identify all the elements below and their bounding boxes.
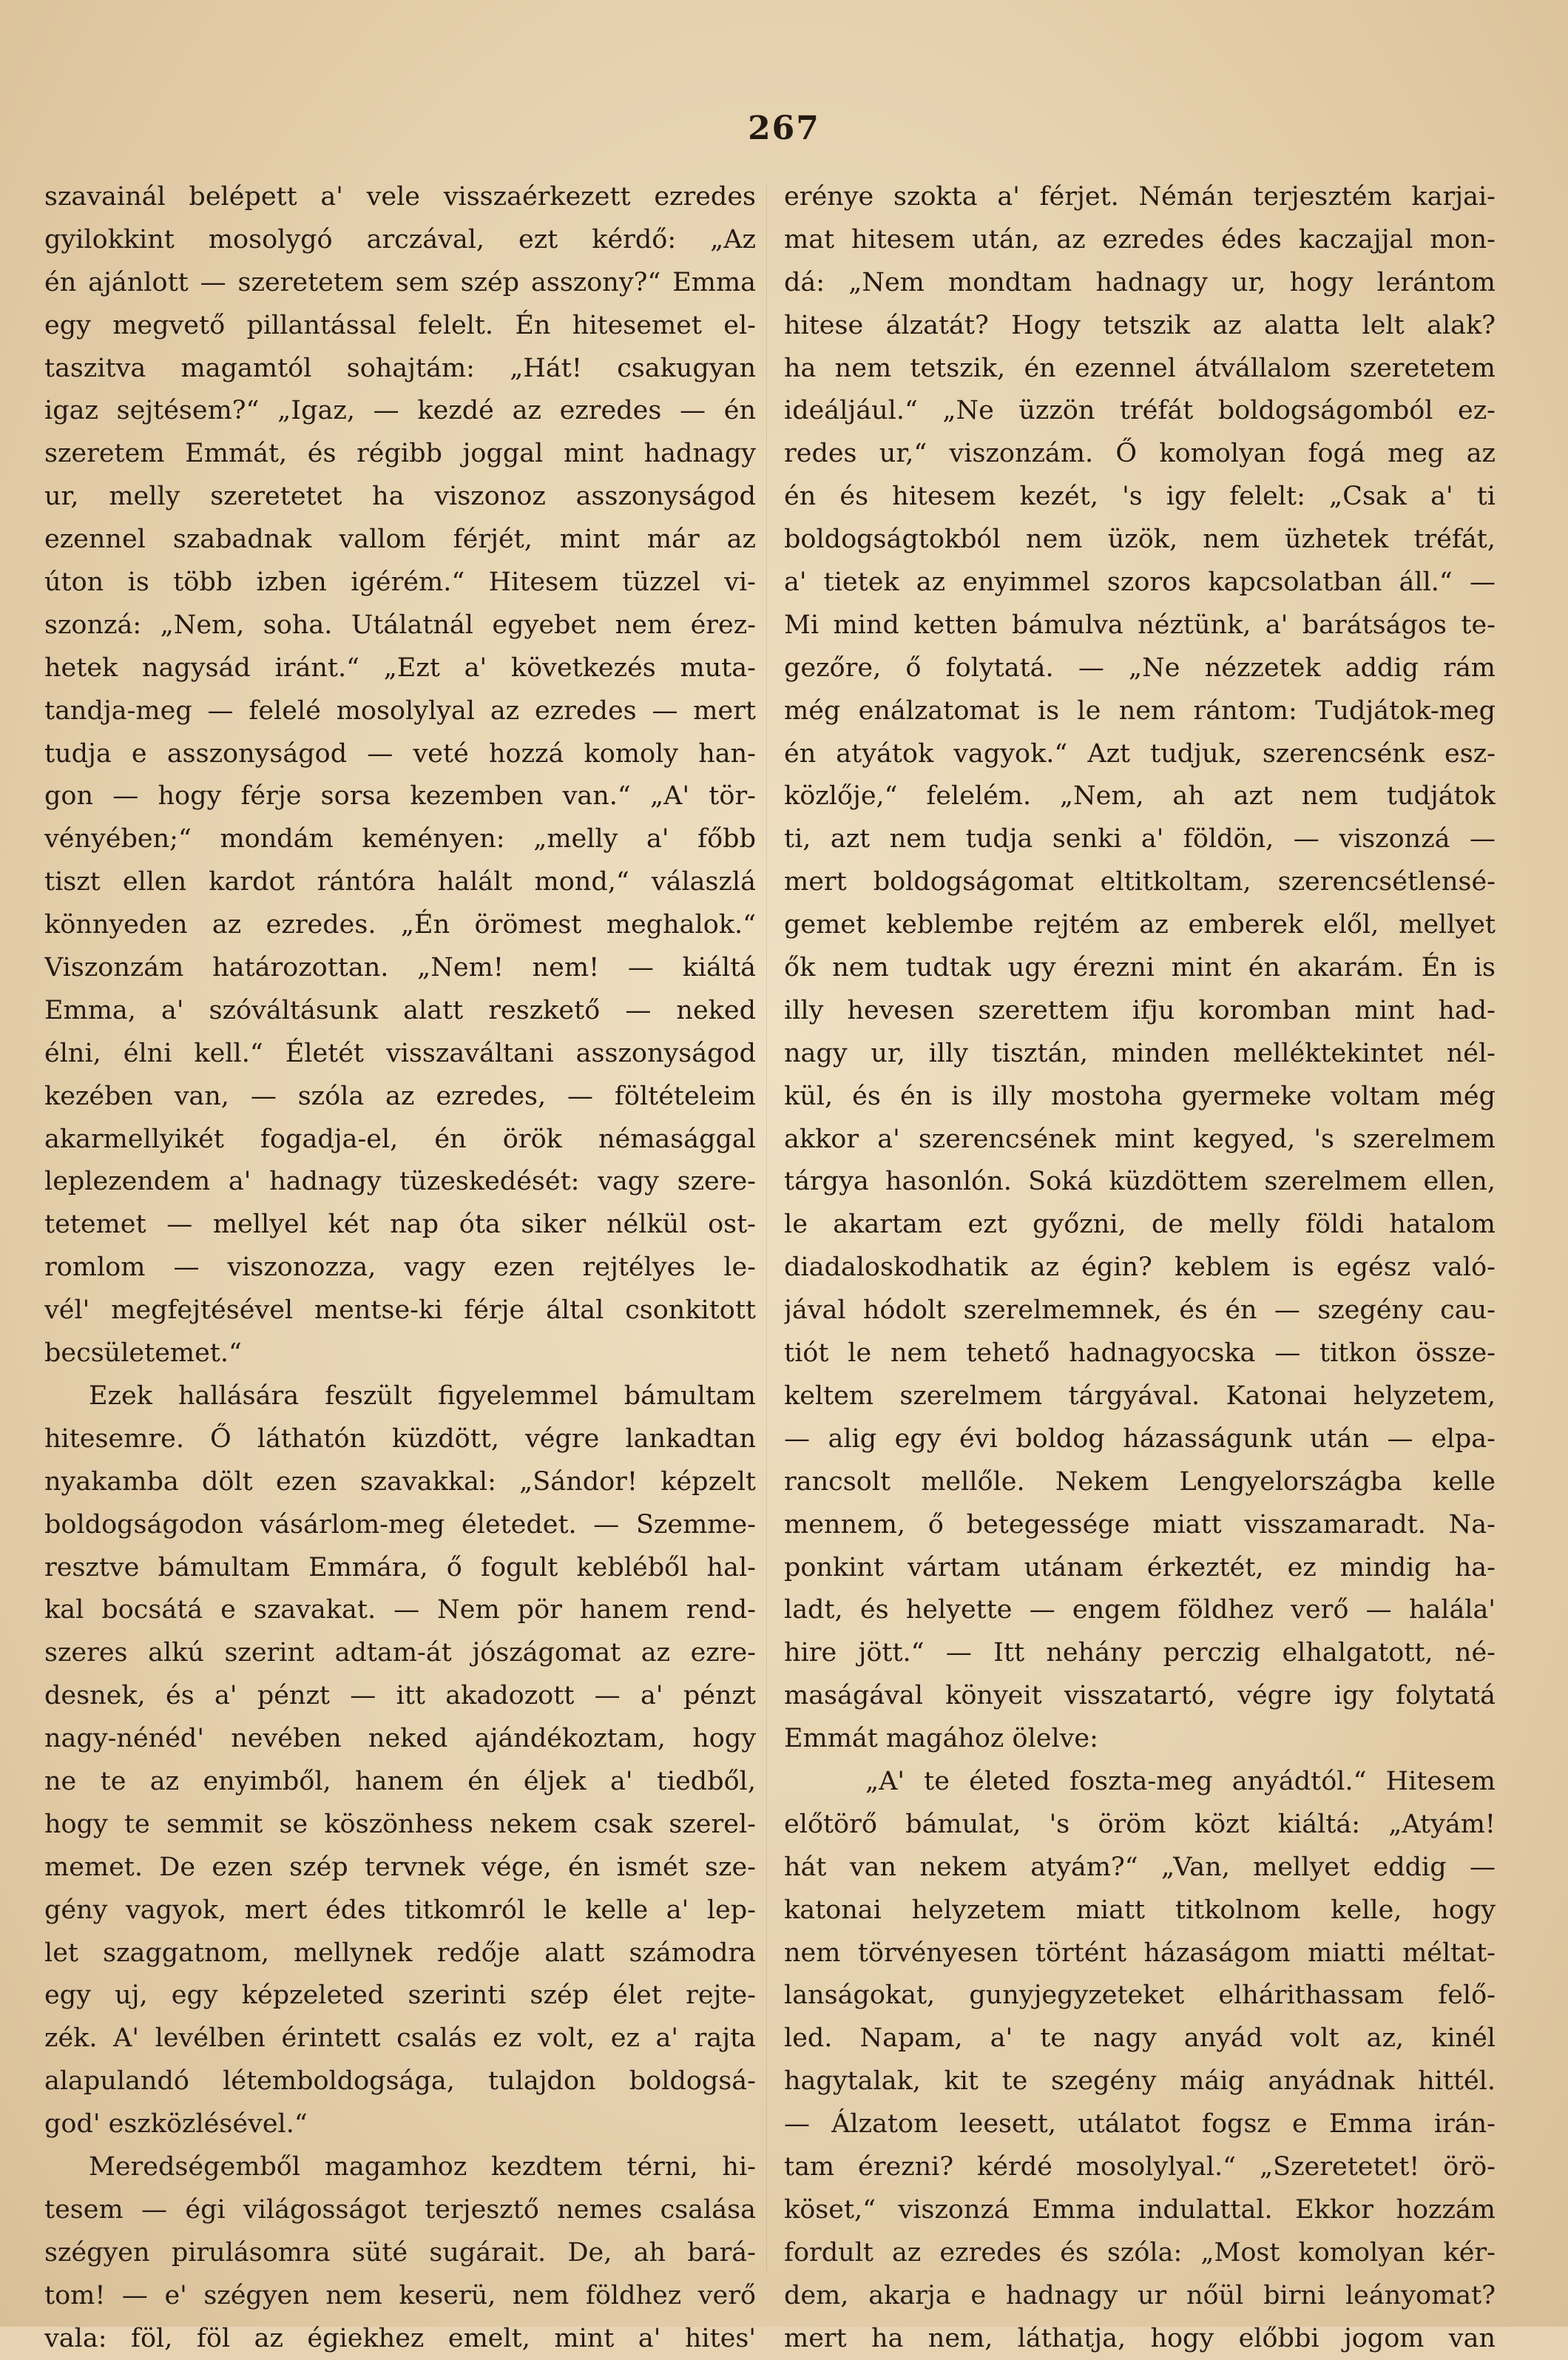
left-column-text-line: könnyeden az ezredes. „Én örömest meghalok.“ <box>44 910 756 940</box>
left-column-text-line: Viszonzám határozottan. „Nem! nem! — kiáltá <box>44 953 756 983</box>
left-column-text-line: tetemet — mellyel két nap óta siker nélkül ost- <box>44 1210 756 1240</box>
right-column-text-line: „A' te életed foszta-meg anyádtól.“ Hitesem <box>865 1766 1496 1796</box>
left-column-text-line: gény vagyok, mert édes titkomról le kelle a' lep- <box>44 1895 756 1925</box>
right-column-text-line: köset,“ viszonzá Emma indulattal. Ekkor hozzám <box>784 2194 1496 2225</box>
right-column-text-line: hagytalak, kit te szegény máig anyádnak hittél. <box>784 2066 1496 2097</box>
left-column-text-line: vél' megfejtésével mentse-ki férje által csonkitott <box>44 1295 756 1326</box>
left-column-text-line: alapulandó létemboldogsága, tulajdon boldogsá- <box>44 2066 756 2097</box>
right-column-text-line: gemet keblembe rejtém az emberek elől, mellyet <box>784 910 1496 940</box>
left-column-text-line: memet. De ezen szép tervnek vége, én ismét sze- <box>44 1852 756 1882</box>
left-column-text-line: resztve bámultam Emmára, ő fogult kebléből hal- <box>44 1552 756 1582</box>
right-column-text-line: én és hitesem kezét, 's igy felelt: „Csak a' ti <box>784 482 1496 512</box>
right-column-text-line: gezőre, ő folytatá. — „Ne nézzetek addig rám <box>784 653 1496 683</box>
left-column-text-line: úton is több izben igérém.“ Hitesem tüzzel vi- <box>44 567 756 598</box>
left-column-text-line: akarmellyikét fogadja-el, én örök némasággal <box>44 1124 756 1154</box>
right-column-text-line: tiót le nem tehető hadnagyocska — titkon össze- <box>784 1338 1496 1369</box>
right-column-text-line: nem törvényesen történt házaságom miatti méltat- <box>784 1938 1496 1968</box>
left-column-text-line: kezében van, — szóla az ezredes, — föltételeim <box>44 1081 756 1111</box>
left-column-text-line: becsületemet.“ <box>44 1338 242 1369</box>
left-column-text-line: tiszt ellen kardot rántóra halált mond,“ válaszlá <box>44 867 756 897</box>
left-column-text-line: ne te az enyimből, hanem én éljek a' tiedből, <box>44 1766 756 1796</box>
right-column-text-line: dá: „Nem mondtam hadnagy ur, hogy lerántom <box>784 267 1496 297</box>
right-column-text-line: hitese álzatát? Hogy tetszik az alatta lelt alak? <box>784 310 1496 340</box>
right-column-text-line: fordult az ezredes és szóla: „Most komolyan kér- <box>784 2237 1496 2268</box>
right-column-text-line: kül, és én is illy mostoha gyermeke voltam még <box>784 1081 1496 1111</box>
right-column-text-line: tárgya hasonlón. Soká küzdöttem szerelmem ellen, <box>784 1167 1496 1197</box>
right-column-text-line: katonai helyzetem miatt titkolnom kelle, hogy <box>784 1895 1496 1925</box>
right-column-text-line: boldogságtokból nem üzök, nem üzhetek tréfát, <box>784 525 1496 555</box>
left-column-text-line: ur, melly szeretetet ha viszonoz asszonyságod <box>44 482 756 512</box>
right-column-text-line: hire jött.“ — Itt nehány perczig elhalgatott, né- <box>784 1638 1496 1668</box>
left-column-text-line: Meredségemből magamhoz kezdtem térni, hi- <box>89 2151 756 2182</box>
left-column <box>44 176 756 2360</box>
left-column-text-line: nagy-nénéd' nevében neked ajándékoztam, hogy <box>44 1724 756 1754</box>
right-column-text-line: ők nem tudtak ugy érezni mint én akarám. Én is <box>784 953 1496 983</box>
right-column-text-line: — alig egy évi boldog házasságunk után — elpa- <box>784 1423 1496 1454</box>
right-column-text-line: ideáljául.“ „Ne üzzön tréfát boldogságomból ez- <box>784 396 1496 426</box>
right-column-text-line: ponkint vártam utánam érkeztét, ez mindig ha- <box>784 1552 1496 1582</box>
left-column-text-line: let szaggatnom, mellynek redője alatt számodra <box>44 1938 756 1968</box>
left-column-text-line: tesem — égi világosságot terjesztő nemes csalása <box>44 2194 756 2225</box>
right-column-text-line: mert ha nem, láthatja, hogy előbbi jogom van <box>784 2323 1496 2353</box>
left-column-text-line: gon — hogy férje sorsa kezemben van.“ „A' tör- <box>44 781 756 812</box>
left-column-text-line: hetek nagysád iránt.“ „Ezt a' következés muta- <box>44 653 756 683</box>
right-column-text-line: nagy ur, illy tisztán, minden melléktekintet nél- <box>784 1038 1496 1068</box>
right-column-text-line: — Álzatom leesett, utálatot fogsz e Emma irán- <box>784 2109 1496 2140</box>
right-column-text-line: mert boldogságomat eltitkoltam, szerencsétlensé- <box>784 867 1496 897</box>
right-column-text-line: Emmát magához ölelve: <box>784 1724 1098 1754</box>
page-number: 267 <box>748 109 820 147</box>
right-column-text-line: közlője,“ felelém. „Nem, ah azt nem tudjátok <box>784 781 1496 812</box>
left-column-text-line: leplezendem a' hadnagy tüzeskedését: vagy szere- <box>44 1167 756 1197</box>
left-column-text-line: tom! — e' szégyen nem keserü, nem földhez verő <box>44 2280 756 2310</box>
right-column-text-line: maságával könyeit visszatartó, végre igy folytatá <box>784 1681 1496 1711</box>
right-column-text-line: tam érezni? kérdé mosolylyal.“ „Szeretetet! örö- <box>784 2151 1496 2182</box>
right-column-text-line: lanságokat, gunyjegyzeteket elhárithassam felő- <box>784 1980 1496 2011</box>
right-column-text-line: a' tietek az enyimmel szoros kapcsolatban áll.“ — <box>784 567 1496 598</box>
right-column-text-line: jával hódolt szerelmemnek, és én — szegény cau- <box>784 1295 1496 1326</box>
left-column-text-line: taszitva magamtól sohajtám: „Hát! csakugyan <box>44 353 756 383</box>
column-gutter <box>766 185 767 2271</box>
right-column-text-line: ha nem tetszik, én ezennel átvállalom szeretetem <box>784 353 1496 383</box>
right-column-text-line: keltem szerelmem tárgyával. Katonai helyzetem, <box>784 1380 1496 1411</box>
left-column-text-line: vala: föl, föl az égiekhez emelt, mint a' hites' <box>44 2323 756 2353</box>
left-column-text-line: szeretem Emmát, és régibb joggal mint hadnagy <box>44 439 756 469</box>
left-column-text-line: egy uj, egy képzeleted szerinti szép élet rejte- <box>44 1980 756 2011</box>
left-column-text-line: szonzá: „Nem, soha. Utálatnál egyebet nem érez- <box>44 610 756 640</box>
right-column-text-line: mennem, ő betegessége miatt visszamaradt. Na- <box>784 1509 1496 1540</box>
left-column-text-line: hogy te semmit se köszönhess nekem csak szerel- <box>44 1809 756 1839</box>
right-column-text-line: még enálzatomat is le nem rántom: Tudjátok-meg <box>784 695 1496 726</box>
left-column-text-line: boldogságodon vásárlom-meg életedet. — Szemme- <box>44 1509 756 1540</box>
right-column-text-line: előtörő bámulat, 's öröm közt kiáltá: „Atyám! <box>784 1809 1496 1839</box>
right-column-text-line: rancsolt mellőle. Nekem Lengyelországba kelle <box>784 1466 1496 1497</box>
right-column <box>784 176 1496 2360</box>
right-column-text-line: led. Napam, a' te nagy anyád volt az, kinél <box>784 2023 1496 2054</box>
left-column-text-line: egy megvető pillantással felelt. Én hitesemet el- <box>44 310 756 340</box>
left-column-text-line: szégyen pirulásomra süté sugárait. De, ah bará- <box>44 2237 756 2268</box>
right-column-text-line: én atyátok vagyok.“ Azt tudjuk, szerencsénk esz- <box>784 738 1496 769</box>
right-column-text-line: erénye szokta a' férjet. Némán terjesztém karjai- <box>784 182 1496 212</box>
left-column-text-line: szavainál belépett a' vele visszaérkezett ezredes <box>44 182 756 212</box>
left-column-text-line: Ezek hallására feszült figyelemmel bámultam <box>89 1380 756 1411</box>
right-column-text-line: redes ur,“ viszonzám. Ő komolyan fogá meg az <box>784 439 1496 469</box>
right-column-text-line: hát van nekem atyám?“ „Van, mellyet eddig — <box>784 1852 1496 1882</box>
right-column-text-line: akkor a' szerencsének mint kegyed, 's szerelmem <box>784 1124 1496 1154</box>
left-column-text-line: tandja-meg — felelé mosolylyal az ezredes — mert <box>44 695 756 726</box>
left-column-text-line: én ajánlott — szeretetem sem szép asszony?“ Emma <box>44 267 756 297</box>
left-column-text-line: desnek, és a' pénzt — itt akadozott — a' pénzt <box>44 1681 756 1711</box>
left-column-text-line: kal bocsátá e szavakat. — Nem pör hanem rend- <box>44 1595 756 1625</box>
left-column-text-line: gyilokkint mosolygó arczával, ezt kérdő: „Az <box>44 224 756 254</box>
left-column-text-line: igaz sejtésem?“ „Igaz, — kezdé az ezredes — én <box>44 396 756 426</box>
left-column-text-line: god' eszközlésével.“ <box>44 2109 308 2140</box>
right-column-text-line: mat hitesem után, az ezredes édes kaczajjal mon- <box>784 224 1496 254</box>
right-column-text-line: ti, azt nem tudja senki a' földön, — viszonzá — <box>784 824 1496 854</box>
left-column-text-line: vényében;“ mondám keményen: „melly a' főbb <box>44 824 756 854</box>
left-column-text-line: ezennel szabadnak vallom férjét, mint már az <box>44 525 756 555</box>
right-column-text-line: Mi mind ketten bámulva néztünk, a' barátságos te- <box>784 610 1496 640</box>
left-column-text-line: nyakamba dölt ezen szavakkal: „Sándor! képzelt <box>44 1466 756 1497</box>
right-column-text-line: ladt, és helyette — engem földhez verő — halála' <box>784 1595 1496 1625</box>
left-column-text-line: zék. A' levélben érintett csalás ez volt, ez a' rajta <box>44 2023 756 2054</box>
left-column-text-line: élni, élni kell.“ Életét visszaváltani asszonyságod <box>44 1038 756 1068</box>
left-column-text-line: Emma, a' szóváltásunk alatt reszkető — neked <box>44 995 756 1025</box>
left-column-text-line: tudja e asszonyságod — veté hozzá komoly han- <box>44 738 756 769</box>
left-column-text-line: hitesemre. Ő láthatón küzdött, végre lankadtan <box>44 1423 756 1454</box>
right-column-text-line: diadaloskodhatik az égin? keblem is egész való- <box>784 1253 1496 1283</box>
left-column-text-line: szeres alkú szerint adtam-át jószágomat az ezre- <box>44 1638 756 1668</box>
right-column-text-line: le akartam ezt győzni, de melly földi hatalom <box>784 1210 1496 1240</box>
left-column-text-line: romlom — viszonozza, vagy ezen rejtélyes le- <box>44 1253 756 1283</box>
right-column-text-line: illy hevesen szerettem ifju koromban mint had- <box>784 995 1496 1025</box>
right-column-text-line: dem, akarja e hadnagy ur nőül birni leányomat? <box>784 2280 1496 2310</box>
